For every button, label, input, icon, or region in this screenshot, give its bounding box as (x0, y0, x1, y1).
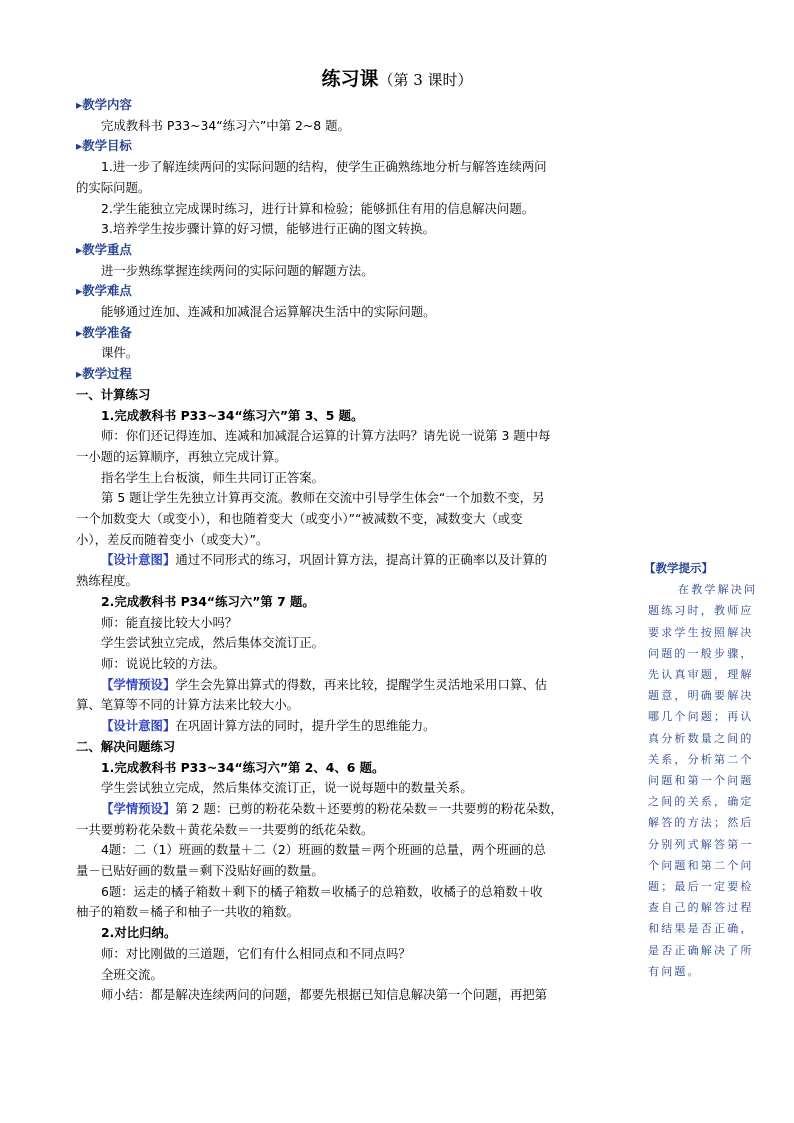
title-main: 练习课 (321, 68, 379, 90)
part-heading-problems: 二、解决问题练习 (76, 738, 176, 754)
sidebar-line: 查自己的解答过程 (648, 901, 754, 915)
sidebar-line: 是否正确解决了所 (648, 943, 754, 957)
sidebar-line: 问题的一般步骤， (648, 646, 754, 660)
paragraph: 师小结：都是解决连续两问的问题，都要先根据已知信息解决第一个问题，再把第 (101, 987, 548, 1003)
task-heading: 2.对比归纳。 (101, 925, 177, 941)
task-heading: 2.完成教科书 P34“练习六”第 7 题。 (101, 593, 315, 609)
section-heading-key: ▸教学重点 (76, 241, 132, 257)
sidebar-heading: 【教学提示】 (644, 561, 713, 575)
sidebar-line: 之间的关系，确定 (648, 795, 754, 809)
paragraph: 指名学生上台板演，师生共同订正答案。 (101, 469, 325, 485)
paragraph: 第 5 题让学生先独立计算再交流。教师在交流中引导学生体会“一个加数不变，另 (101, 490, 545, 506)
paragraph: 师：你们还记得连加、连减和加减混合运算的计算方法吗？请先说一说第 3 题中每 (101, 428, 551, 444)
sidebar-line: 解答的方法；然后 (648, 816, 754, 830)
paragraph: 柚子的箱数＝橘子和柚子一共收的箱数。 (76, 904, 300, 920)
design-label: 【设计意图】 (101, 718, 176, 734)
paragraph: 师：说说比较的方法。 (101, 655, 225, 671)
section-heading-goals: ▸教学目标 (76, 138, 132, 154)
page-title (0, 64, 794, 91)
paragraph: 课件。 (101, 345, 139, 361)
paragraph: 师：能直接比较大小吗？ (101, 614, 238, 630)
preview-note: 【学情预设】学生会先算出算式的得数，再来比较，提醒学生灵活地采用口算、估 (101, 676, 548, 692)
sidebar-line: 要求学生按照解决 (648, 625, 754, 639)
paragraph: 算、笔算等不同的计算方法来比较大小。 (76, 697, 300, 713)
paragraph: 4题：二（1）班画的数量＋二（2）班画的数量＝两个班画的总量，两个班画的总 (101, 842, 546, 858)
part-heading-calc: 一、计算练习 (76, 386, 151, 402)
design-note: 【设计意图】在巩固计算方法的同时，提升学生的思维能力。 (101, 718, 436, 734)
sidebar-line: 在教学解决问 (678, 583, 758, 597)
paragraph: 一共要剪粉花朵数＋黄花朵数＝一共要剪的纸花朵数。 (76, 821, 374, 837)
paragraph: 的实际问题。 (76, 179, 151, 195)
paragraph: 一小题的运算顺序，再独立完成计算。 (76, 448, 287, 464)
paragraph: 师：对比刚做的三道题，它们有什么相同点和不同点吗？ (101, 945, 411, 961)
sidebar-line: 问题和第一个问题 (648, 774, 754, 788)
paragraph: 熟练程度。 (76, 573, 138, 589)
sidebar-line: 关系，分析第二个 (648, 752, 754, 766)
sidebar-line: 分别列式解答第一 (648, 837, 754, 851)
section-heading-process: ▸教学过程 (76, 366, 132, 382)
main-content (76, 95, 612, 1006)
preview-label: 【学情预设】 (101, 800, 176, 816)
section-heading-content: ▸教学内容 (76, 97, 132, 112)
paragraph: 一个加数变大（或变小），和也随着变大（或变小）”“被减数不变，减数变大（或变 (76, 511, 523, 527)
teaching-tip-sidebar (644, 558, 776, 982)
paragraph: 全班交流。 (101, 966, 163, 982)
paragraph: 小），差反而随着变小（或变大）”。 (76, 531, 269, 547)
design-label: 【设计意图】 (101, 552, 176, 568)
task-heading: 1.完成教科书 P33~34“练习六”第 2、4、6 题。 (101, 759, 385, 775)
sidebar-line: 真分析数量之间的 (648, 731, 754, 745)
paragraph: 学生尝试独立完成，然后集体交流订正。 (101, 635, 325, 651)
sidebar-line: 题；最后一定要检 (648, 880, 754, 894)
paragraph: 量－已贴好画的数量＝剩下没贴好画的数量。 (76, 863, 324, 879)
design-note: 【设计意图】通过不同形式的练习，巩固计算方法，提高计算的正确率以及计算的 (101, 552, 548, 568)
preview-label: 【学情预设】 (101, 676, 176, 692)
sidebar-line: 个问题和第二个问 (648, 858, 754, 872)
section-heading-difficult: ▸教学难点 (76, 283, 132, 299)
sidebar-line: 和结果是否正确， (648, 922, 754, 936)
paragraph: 1.进一步了解连续两问的实际问题的结构，使学生正确熟练地分析与解答连续两问 (101, 159, 547, 175)
sidebar-line: 哪几个问题；再认 (648, 710, 754, 724)
sidebar-line: 先认真审题，理解 (648, 668, 754, 682)
paragraph: 3.培养学生按步骤计算的好习惯，能够进行正确的图文转换。 (101, 221, 435, 237)
task-heading: 1.完成教科书 P33~34“练习六”第 3、5 题。 (101, 407, 364, 423)
paragraph: 6题：运走的橘子箱数＋剩下的橘子箱数＝收橘子的总箱数，收橘子的总箱数＋收 (101, 883, 543, 899)
paragraph: 能够通过连加、连减和加减混合运算解决生活中的实际问题。 (101, 304, 436, 320)
title-sub: （第 3 课时） (378, 71, 473, 89)
paragraph: 完成教科书 P33~34“练习六”中第 2~8 题。 (101, 117, 350, 133)
sidebar-line: 题练习时，教师应 (648, 604, 754, 618)
paragraph: 学生尝试独立完成，然后集体交流订正，说一说每题中的数量关系。 (101, 780, 473, 796)
paragraph: 进一步熟练掌握连续两问的实际问题的解题方法。 (101, 262, 374, 278)
sidebar-line: 题意，明确要解决 (648, 689, 754, 703)
paragraph: 2.学生能独立完成课时练习，进行计算和检验；能够抓住有用的信息解决问题。 (101, 200, 535, 216)
sidebar-line: 有问题。 (648, 964, 701, 978)
section-heading-prep: ▸教学准备 (76, 324, 132, 340)
preview-note: 【学情预设】第 2 题：已剪的粉花朵数＋还要剪的粉花朵数＝一共要剪的粉花朵数， (101, 800, 563, 816)
